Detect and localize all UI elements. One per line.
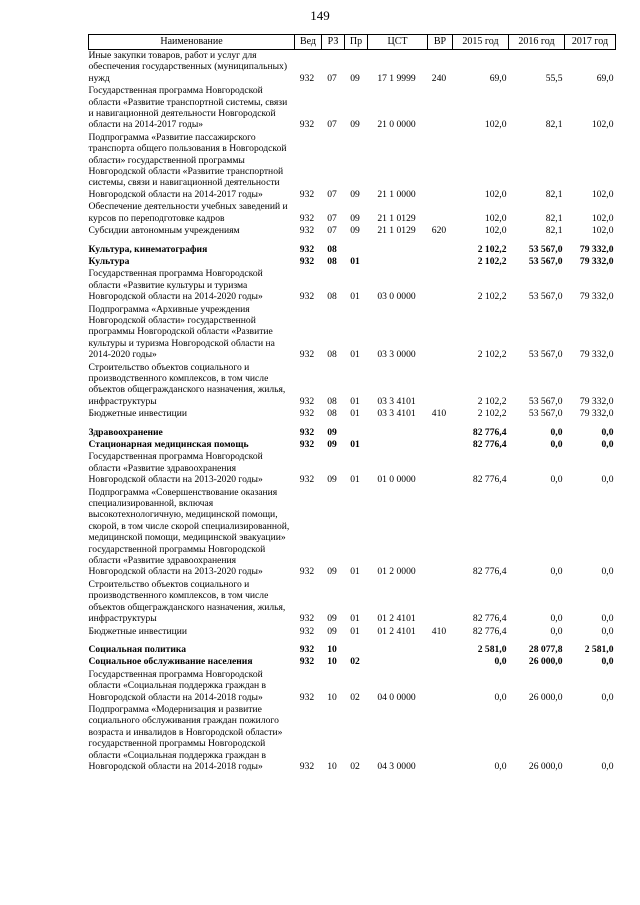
row-rz: 07 bbox=[327, 212, 337, 224]
row-vr bbox=[428, 201, 453, 225]
row-2015: 102,0 bbox=[484, 225, 507, 237]
row-vr bbox=[428, 451, 453, 486]
row-name: Подпрограмма «Совершенствование оказания специализированной, включая высокотехнологичную, медицинской помощи, скорой, в том числе скорой специализированной, медицинской помощи, медицинской эвакуации» государственной программы Новгородской области «Развитие здравоохранения Новгородской области на 2013-2020 годы» bbox=[88, 486, 290, 578]
header-cst: ЦСТ bbox=[368, 35, 428, 50]
row-rz: 07 bbox=[327, 188, 337, 200]
row-ved: 932 bbox=[299, 188, 315, 200]
row-2015: 2 102,2 bbox=[477, 255, 507, 267]
row-ved: 932 bbox=[299, 72, 315, 84]
row-ved: 932 bbox=[299, 566, 315, 578]
table-row bbox=[89, 408, 616, 420]
row-2017: 79 332,0 bbox=[579, 255, 614, 267]
row-rz: 08 bbox=[327, 408, 337, 420]
row-ved: 932 bbox=[299, 291, 315, 303]
row-vr bbox=[428, 132, 453, 201]
row-2016: 53 567,0 bbox=[528, 291, 563, 303]
row-rz: 09 bbox=[327, 474, 337, 486]
row-2016: 0,0 bbox=[550, 566, 563, 578]
row-2016: 0,0 bbox=[550, 625, 563, 637]
row-vr: 240 bbox=[431, 72, 447, 84]
row-vr bbox=[428, 439, 453, 451]
row-cst: 01 2 0000 bbox=[377, 566, 416, 578]
row-vr bbox=[428, 421, 453, 439]
header-name: Наименование bbox=[89, 35, 295, 50]
table-row bbox=[89, 85, 616, 132]
row-cst bbox=[368, 421, 428, 439]
row-vr: 410 bbox=[431, 625, 447, 637]
row-2015: 2 102,2 bbox=[477, 243, 507, 255]
table-row bbox=[89, 238, 616, 256]
table-row bbox=[89, 451, 616, 486]
row-2015: 82 776,4 bbox=[472, 439, 507, 450]
row-pr: 01 bbox=[350, 613, 360, 625]
row-vr: 620 bbox=[431, 225, 447, 237]
row-rz: 08 bbox=[327, 255, 337, 267]
row-2017: 102,0 bbox=[591, 119, 614, 131]
row-cst: 03 0 0000 bbox=[377, 291, 416, 303]
row-vr bbox=[428, 487, 453, 579]
row-vr bbox=[428, 85, 453, 132]
row-2015: 2 102,2 bbox=[477, 291, 507, 303]
table-row bbox=[89, 704, 616, 773]
row-cst: 17 1 9999 bbox=[377, 72, 416, 84]
row-2017: 79 332,0 bbox=[579, 291, 614, 303]
header-2017: 2017 год bbox=[565, 35, 616, 50]
row-2016: 82,1 bbox=[545, 212, 563, 224]
row-rz: 10 bbox=[327, 760, 337, 772]
row-2015: 102,0 bbox=[484, 188, 507, 200]
row-2015: 82 776,4 bbox=[472, 474, 507, 486]
row-pr: 01 bbox=[350, 625, 360, 637]
row-cst: 01 0 0000 bbox=[377, 474, 416, 486]
row-pr: 09 bbox=[350, 72, 360, 84]
row-name: Иные закупки товаров, работ и услуг для обеспечения государственных (муниципальных) нужд bbox=[88, 50, 288, 84]
row-cst: 21 1 0000 bbox=[377, 188, 416, 200]
row-rz: 10 bbox=[327, 643, 337, 655]
row-name: Строительство объектов социального и производственного комплексов, в том числе объектов общегражданского назначения, жилья, инфраструктуры bbox=[88, 578, 286, 625]
row-2017: 0,0 bbox=[601, 656, 614, 668]
table-header-row bbox=[89, 35, 616, 50]
row-2015: 82 776,4 bbox=[472, 566, 507, 578]
table-row bbox=[89, 132, 616, 201]
row-2015: 2 102,2 bbox=[477, 408, 507, 420]
row-cst bbox=[368, 238, 428, 256]
row-pr: 02 bbox=[350, 691, 360, 703]
row-cst bbox=[368, 256, 428, 268]
table-row bbox=[89, 487, 616, 579]
row-2016: 0,0 bbox=[550, 613, 563, 625]
row-cst: 03 3 4101 bbox=[377, 395, 416, 407]
row-vr bbox=[428, 238, 453, 256]
row-2015: 102,0 bbox=[484, 212, 507, 224]
header-vr: ВР bbox=[428, 35, 453, 50]
row-ved: 932 bbox=[299, 395, 315, 407]
row-pr: 09 bbox=[350, 225, 360, 237]
row-2016: 0,0 bbox=[550, 426, 563, 438]
table-row bbox=[89, 626, 616, 638]
row-rz: 10 bbox=[327, 691, 337, 703]
header-2016: 2016 год bbox=[509, 35, 565, 50]
row-vr bbox=[428, 362, 453, 409]
row-ved: 932 bbox=[299, 439, 315, 450]
row-2017: 0,0 bbox=[601, 613, 614, 625]
row-name: Стационарная медицинская помощь bbox=[88, 439, 249, 450]
row-ved: 932 bbox=[299, 408, 315, 420]
row-vr bbox=[428, 268, 453, 303]
row-2017: 102,0 bbox=[591, 225, 614, 237]
row-rz: 07 bbox=[327, 225, 337, 237]
row-name: Социальная политика bbox=[88, 643, 187, 655]
row-name: Бюджетные инвестиции bbox=[88, 408, 187, 420]
row-name: Государственная программа Новгородской области «Развитие культуры и туризма Новгородской области на 2014-2020 годы» bbox=[88, 268, 263, 303]
row-2016: 26 000,0 bbox=[528, 760, 563, 772]
row-pr bbox=[345, 638, 368, 656]
row-2016: 53 567,0 bbox=[528, 408, 563, 420]
row-name: Субсидии автономным учреждениям bbox=[88, 225, 240, 237]
row-2017: 0,0 bbox=[601, 625, 614, 637]
table-row bbox=[89, 579, 616, 626]
row-2015: 102,0 bbox=[484, 119, 507, 131]
row-2016: 0,0 bbox=[550, 439, 563, 450]
row-cst: 01 2 4101 bbox=[377, 625, 416, 637]
row-ved: 932 bbox=[299, 243, 315, 255]
table-row bbox=[89, 201, 616, 225]
row-pr: 01 bbox=[350, 566, 360, 578]
row-2017: 102,0 bbox=[591, 188, 614, 200]
row-2015: 0,0 bbox=[494, 656, 507, 668]
row-2016: 82,1 bbox=[545, 119, 563, 131]
table-row bbox=[89, 656, 616, 668]
table-row bbox=[89, 268, 616, 303]
row-2017: 0,0 bbox=[601, 426, 614, 438]
row-cst: 21 1 0129 bbox=[377, 225, 416, 237]
row-rz: 10 bbox=[327, 656, 337, 668]
row-rz: 08 bbox=[327, 291, 337, 303]
row-2017: 0,0 bbox=[601, 566, 614, 578]
row-vr bbox=[428, 256, 453, 268]
row-pr: 01 bbox=[350, 255, 360, 267]
row-rz: 09 bbox=[327, 613, 337, 625]
row-pr bbox=[345, 421, 368, 439]
row-2016: 53 567,0 bbox=[528, 255, 563, 267]
row-2016: 53 567,0 bbox=[528, 349, 563, 361]
row-2016: 82,1 bbox=[545, 188, 563, 200]
table-row bbox=[89, 421, 616, 439]
row-name: Бюджетные инвестиции bbox=[88, 625, 187, 637]
row-rz: 08 bbox=[327, 243, 337, 255]
row-ved: 932 bbox=[299, 119, 315, 131]
row-2016: 55,5 bbox=[545, 72, 563, 84]
budget-table bbox=[88, 34, 616, 773]
row-2015: 82 776,4 bbox=[472, 613, 507, 625]
row-ved: 932 bbox=[299, 212, 315, 224]
row-vr bbox=[428, 704, 453, 773]
row-cst: 04 3 0000 bbox=[377, 760, 416, 772]
row-vr bbox=[428, 579, 453, 626]
row-2017: 102,0 bbox=[591, 212, 614, 224]
row-name: Здравоохранение bbox=[88, 426, 163, 438]
row-2017: 0,0 bbox=[601, 691, 614, 703]
row-cst: 03 3 0000 bbox=[377, 349, 416, 361]
row-ved: 932 bbox=[299, 760, 315, 772]
row-cst: 21 1 0129 bbox=[377, 212, 416, 224]
row-name: Строительство объектов социального и производственного комплексов, в том числе объектов общегражданского назначения, жилья, инфраструктуры bbox=[88, 361, 286, 407]
row-2017: 79 332,0 bbox=[579, 349, 614, 361]
row-cst: 21 0 0000 bbox=[377, 119, 416, 131]
row-rz: 09 bbox=[327, 625, 337, 637]
row-2015: 0,0 bbox=[494, 691, 507, 703]
row-pr: 02 bbox=[350, 656, 360, 668]
table-row bbox=[89, 439, 616, 451]
row-rz: 09 bbox=[327, 566, 337, 578]
row-name: Подпрограмма «Архивные учреждения Новгородской области» государственной программы Новгородской области «Развитие культуры и туризма Новгородской области на 2014-2020 годы» bbox=[88, 303, 275, 361]
row-vr bbox=[428, 669, 453, 704]
row-pr: 01 bbox=[350, 474, 360, 486]
row-2017: 0,0 bbox=[601, 474, 614, 486]
row-pr: 01 bbox=[350, 395, 360, 407]
row-ved: 932 bbox=[299, 225, 315, 237]
row-cst: 01 2 4101 bbox=[377, 613, 416, 625]
row-rz: 08 bbox=[327, 349, 337, 361]
row-2017: 79 332,0 bbox=[579, 408, 614, 420]
row-2016: 26 000,0 bbox=[528, 656, 563, 668]
row-ved: 932 bbox=[299, 656, 315, 668]
row-ved: 932 bbox=[299, 349, 315, 361]
row-2016: 0,0 bbox=[550, 474, 563, 486]
row-cst bbox=[368, 656, 428, 668]
row-rz: 07 bbox=[327, 119, 337, 131]
row-2015: 82 776,4 bbox=[472, 625, 507, 637]
row-pr: 01 bbox=[350, 439, 360, 450]
row-name: Государственная программа Новгородской области «Развитие транспортной системы, связи и навигационной деятельности Новгородской области на 2014-2017 годы» bbox=[88, 85, 288, 131]
row-vr bbox=[428, 638, 453, 656]
row-ved: 932 bbox=[299, 613, 315, 625]
row-name: Социальное обслуживание населения bbox=[88, 656, 253, 668]
table-row bbox=[89, 362, 616, 409]
row-2015: 0,0 bbox=[494, 760, 507, 772]
row-2015: 2 102,2 bbox=[477, 395, 507, 407]
row-2015: 2 581,0 bbox=[477, 643, 507, 655]
row-name: Культура bbox=[88, 255, 130, 267]
row-ved: 932 bbox=[299, 691, 315, 703]
row-2017: 0,0 bbox=[601, 760, 614, 772]
row-2015: 2 102,2 bbox=[477, 349, 507, 361]
row-rz: 09 bbox=[327, 439, 337, 450]
row-name: Государственная программа Новгородской области «Социальная поддержка граждан в Новгородской области на 2014-2018 годы» bbox=[88, 668, 267, 703]
row-2015: 82 776,4 bbox=[472, 426, 507, 438]
table-row bbox=[89, 304, 616, 362]
header-rz: РЗ bbox=[322, 35, 345, 50]
page-number: 149 bbox=[310, 8, 330, 23]
row-2016: 28 077,8 bbox=[528, 643, 563, 655]
row-pr: 01 bbox=[350, 408, 360, 420]
header-ved: Вед bbox=[295, 35, 322, 50]
row-2016: 82,1 bbox=[545, 225, 563, 237]
row-name: Обеспечение деятельности учебных заведений и курсов по переподготовке кадров bbox=[88, 201, 288, 224]
row-name: Подпрограмма «Модернизация и развитие социального обслуживания граждан пожилого возраста и инвалидов в Новгородской области» государственной программы Новгородской области «Социальная поддержка граждан в Новгородской области на 2014-2018 годы» bbox=[88, 703, 283, 772]
table-row bbox=[89, 256, 616, 268]
row-pr: 01 bbox=[350, 349, 360, 361]
row-pr: 09 bbox=[350, 212, 360, 224]
row-cst: 04 0 0000 bbox=[377, 691, 416, 703]
row-pr: 09 bbox=[350, 119, 360, 131]
row-name: Подпрограмма «Развитие пассажирского транспорта общего пользования в Новгородской области» государственной программы Новгородской области «Развитие транспортной системы, связи и навигационной деятельности Новгородской области на 2014-2017 годы» bbox=[88, 131, 287, 200]
row-2017: 69,0 bbox=[596, 72, 614, 84]
row-ved: 932 bbox=[299, 643, 315, 655]
row-2016: 53 567,0 bbox=[528, 395, 563, 407]
row-2016: 26 000,0 bbox=[528, 691, 563, 703]
row-2017: 79 332,0 bbox=[579, 395, 614, 407]
row-ved: 932 bbox=[299, 255, 315, 267]
row-vr bbox=[428, 304, 453, 362]
row-name: Государственная программа Новгородской области «Развитие здравоохранения Новгородской области на 2013-2020 годы» bbox=[88, 451, 263, 486]
header-2015: 2015 год bbox=[453, 35, 509, 50]
row-pr: 09 bbox=[350, 188, 360, 200]
row-cst bbox=[368, 638, 428, 656]
row-ved: 932 bbox=[299, 625, 315, 637]
row-pr: 01 bbox=[350, 291, 360, 303]
table-row bbox=[89, 638, 616, 656]
row-name: Культура, кинематография bbox=[88, 243, 208, 255]
table-row bbox=[89, 669, 616, 704]
row-ved: 932 bbox=[299, 426, 315, 438]
row-pr bbox=[345, 238, 368, 256]
row-pr: 02 bbox=[350, 760, 360, 772]
row-2017: 0,0 bbox=[601, 439, 614, 450]
table-row bbox=[89, 225, 616, 237]
row-rz: 07 bbox=[327, 72, 337, 84]
row-cst: 03 3 4101 bbox=[377, 408, 416, 420]
row-2016: 53 567,0 bbox=[528, 243, 563, 255]
row-2017: 2 581,0 bbox=[584, 643, 614, 655]
header-pr: Пр bbox=[345, 35, 368, 50]
row-rz: 08 bbox=[327, 395, 337, 407]
table-row bbox=[89, 50, 616, 86]
row-vr bbox=[428, 656, 453, 668]
row-2017: 79 332,0 bbox=[579, 243, 614, 255]
row-ved: 932 bbox=[299, 474, 315, 486]
row-rz: 09 bbox=[327, 426, 337, 438]
row-cst bbox=[368, 439, 428, 451]
row-2015: 69,0 bbox=[489, 72, 507, 84]
row-vr: 410 bbox=[431, 408, 447, 420]
